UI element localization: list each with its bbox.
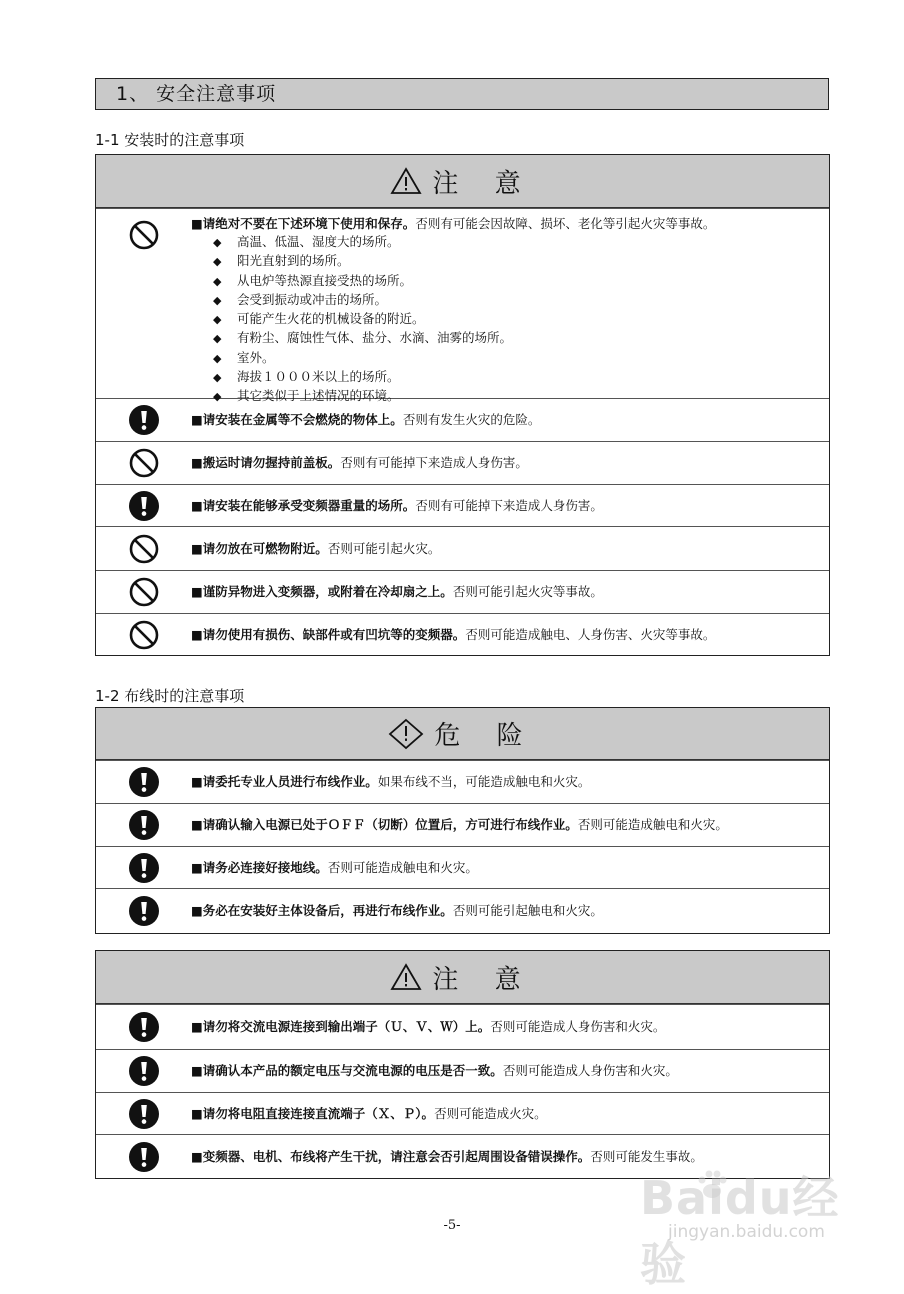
danger-panel-wiring	[95, 707, 830, 934]
diamond-bullet-icon: ◆	[213, 313, 222, 327]
notice-row	[96, 1049, 829, 1092]
notice-text: ■请安装在金属等不会燃烧的物体上。否则有发生火灾的危险。	[191, 412, 541, 427]
caution-panel-install	[95, 154, 830, 656]
notice-bold: ■请绝对不要在下述环境下使用和保存。	[191, 216, 416, 231]
mandatory-exclamation-icon	[128, 1055, 160, 1087]
list-item: ◆ 高温、低温、湿度大的场所。	[213, 233, 829, 252]
symbol-cell	[96, 1141, 191, 1173]
notice-text	[191, 209, 829, 407]
mandatory-exclamation-icon	[128, 1141, 160, 1173]
warning-triangle-icon	[390, 167, 422, 195]
diamond-bullet-icon: ◆	[213, 274, 222, 288]
subsection-title-install: 1-1 安装时的注意事项	[95, 131, 245, 149]
notice-row	[96, 760, 829, 803]
prohibition-icon	[128, 619, 160, 651]
notice-row	[96, 484, 829, 526]
caution-panel-wiring	[95, 950, 830, 1179]
mandatory-exclamation-icon	[128, 490, 160, 522]
diamond-bullet-icon: ◆	[213, 236, 222, 249]
symbol-cell	[96, 404, 191, 436]
symbol-cell	[96, 576, 191, 608]
prohibition-icon	[128, 576, 160, 608]
notice-text: ■搬运时请勿握持前盖板。否则有可能掉下来造成人身伤害。	[191, 455, 528, 470]
panel-header	[96, 708, 829, 760]
symbol-cell	[96, 1098, 191, 1130]
prohibition-icon	[128, 533, 160, 565]
notice-row	[96, 888, 829, 933]
symbol-cell	[96, 533, 191, 565]
notice-text: ■请确认输入电源已处于ＯＦＦ（切断）位置后，方可进行布线作业。否则可能造成触电和火灾。	[191, 817, 728, 832]
notice-row	[96, 208, 829, 404]
diamond-bullet-icon: ◆	[213, 371, 222, 385]
notice-text: ■请勿放在可燃物附近。否则可能引起火灾。	[191, 540, 441, 556]
watermark-url: jingyan.baidu.com	[668, 1222, 825, 1242]
notice-row	[96, 526, 829, 570]
list-item: ◆ 可能产生火花的机械设备的附近。	[213, 310, 829, 329]
list-item: ◆ 海拔１０００米以上的场所。	[213, 368, 829, 387]
danger-diamond-icon	[388, 718, 424, 750]
panel-header	[96, 951, 829, 1004]
warning-triangle-icon	[390, 963, 422, 991]
notice-text: ■请安装在能够承受变频器重量的场所。否则有可能掉下来造成人身伤害。	[191, 497, 603, 513]
notice-row	[96, 803, 829, 846]
symbol-cell	[96, 209, 191, 251]
list-item: ◆ 阳光直射到的场所。	[213, 252, 829, 271]
diamond-bullet-icon: ◆	[213, 390, 222, 404]
condition-list	[191, 233, 829, 407]
symbol-cell	[96, 809, 191, 841]
symbol-cell	[96, 619, 191, 651]
panel-title: 注 意	[432, 168, 535, 199]
symbol-cell	[96, 895, 191, 927]
list-item: ◆ 其它类似于上述情况的环境。	[213, 387, 829, 406]
mandatory-exclamation-icon	[128, 766, 160, 798]
notice-plain: 否则有可能会因故障、损坏、老化等引起火灾等事故。	[415, 216, 716, 231]
list-item: ◆ 有粉尘、腐蚀性气体、盐分、水滴、油雾的场所。	[213, 329, 829, 348]
notice-text: ■请勿将电阻直接连接直流端子（Ｘ、Ｐ）。否则可能造成火灾。	[191, 1105, 547, 1121]
page-number: -5-	[443, 1218, 461, 1233]
list-item: ◆ 会受到振动或冲击的场所。	[213, 291, 829, 310]
symbol-cell	[96, 852, 191, 884]
diamond-bullet-icon: ◆	[213, 293, 222, 307]
symbol-cell	[96, 1055, 191, 1087]
symbol-cell	[96, 447, 191, 479]
panel-header	[96, 155, 829, 208]
section-title: 1、 安全注意事项	[95, 78, 829, 110]
mandatory-exclamation-icon	[128, 1011, 160, 1043]
notice-row	[96, 613, 829, 655]
notice-text: ■请勿使用有损伤、缺部件或有凹坑等的变频器。否则可能造成触电、人身伤害、火灾等事故。	[191, 626, 716, 642]
notice-text: ■务必在安装好主体设备后，再进行布线作业。否则可能引起触电和火灾。	[191, 903, 603, 918]
symbol-cell	[96, 490, 191, 522]
baidu-watermark	[628, 1148, 868, 1291]
subsection-title-wiring: 1-2 布线时的注意事项	[95, 687, 245, 705]
diamond-bullet-icon: ◆	[213, 332, 222, 346]
notice-text: ■变频器、电机、布线将产生干扰，请注意会否引起周围设备错误操作。否则可能发生事故。	[191, 1148, 703, 1164]
watermark-main: Baidu经验	[640, 1171, 840, 1291]
list-item: ◆ 室外。	[213, 349, 829, 368]
symbol-cell	[96, 766, 191, 798]
panel-title: 注 意	[432, 964, 535, 995]
notice-text: ■谨防异物进入变频器，或附着在冷却扇之上。否则可能引起火灾等事故。	[191, 584, 603, 599]
mandatory-exclamation-icon	[128, 1098, 160, 1130]
notice-text: ■请委托专业人员进行布线作业。如果布线不当，可能造成触电和火灾。	[191, 774, 591, 789]
mandatory-exclamation-icon	[128, 809, 160, 841]
notice-row	[96, 1092, 829, 1134]
list-item: ◆ 从电炉等热源直接受热的场所。	[213, 272, 829, 291]
notice-row	[96, 570, 829, 613]
mandatory-exclamation-icon	[128, 852, 160, 884]
prohibition-icon	[128, 447, 160, 479]
mandatory-exclamation-icon	[128, 895, 160, 927]
prohibition-icon	[128, 219, 160, 251]
symbol-cell	[96, 1011, 191, 1043]
notice-text: ■请务必连接好接地线。否则可能造成触电和火灾。	[191, 859, 478, 875]
panel-title: 危 险	[434, 721, 537, 751]
diamond-bullet-icon: ◆	[213, 255, 222, 269]
notice-text: ■请确认本产品的额定电压与交流电源的电压是否一致。否则可能造成人身伤害和火灾。	[191, 1063, 678, 1078]
notice-row	[96, 846, 829, 888]
notice-row	[96, 441, 829, 484]
mandatory-exclamation-icon	[128, 404, 160, 436]
notice-text: ■请勿将交流电源连接到输出端子（Ｕ、Ｖ、Ｗ）上。否则可能造成人身伤害和火灾。	[191, 1019, 666, 1034]
notice-row	[96, 1004, 829, 1049]
diamond-bullet-icon: ◆	[213, 351, 222, 365]
